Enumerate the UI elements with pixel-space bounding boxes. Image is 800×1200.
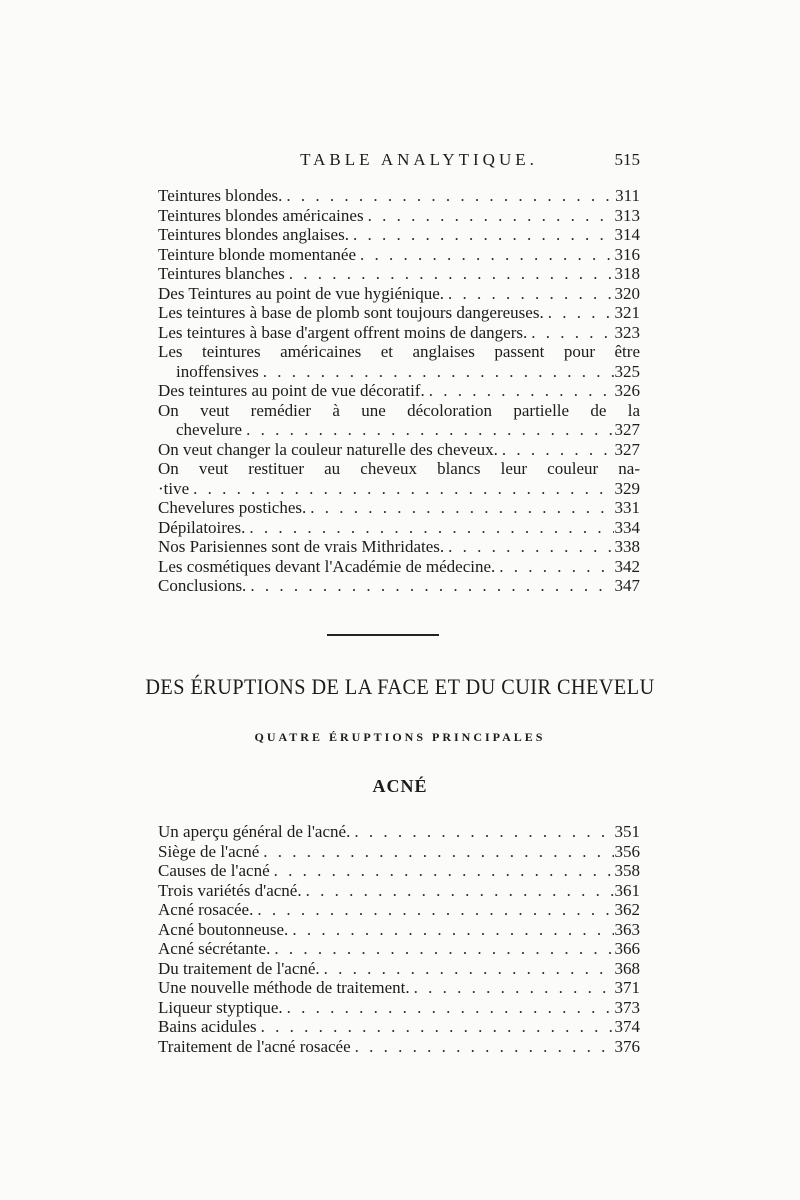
- section-subheading: QUATRE ÉRUPTIONS PRINCIPALES: [254, 730, 546, 744]
- dot-leader: [282, 186, 614, 206]
- toc-entry-label-line: Les teintures américaines et anglaises passent pour être: [158, 342, 640, 361]
- toc-entry-page: 329: [614, 478, 640, 498]
- dot-leader: [246, 576, 614, 596]
- toc-entry-page: 318: [614, 264, 640, 283]
- dot-leader: [257, 1017, 614, 1037]
- toc-entry-page: 321: [614, 303, 640, 322]
- toc-entry-page: 323: [614, 322, 640, 342]
- toc-entry-label: Teintures blanches: [158, 264, 285, 283]
- toc-entry-page: 311: [615, 186, 640, 205]
- dot-leader: [270, 861, 614, 881]
- toc-entry-label: Bains acidules: [158, 1017, 257, 1036]
- toc-entry-page: 334: [614, 517, 640, 537]
- toc-entry: [158, 842, 640, 862]
- toc-entry: [158, 323, 640, 343]
- toc-entry-label: Nos Parisiennes sont de vrais Mithridates.: [158, 537, 445, 556]
- toc-entry: [158, 498, 640, 518]
- toc-entry-label: Teinture blonde momentanée: [158, 244, 357, 264]
- toc-entry-label: Siège de l'acné: [158, 841, 260, 861]
- dot-leader: [259, 362, 614, 382]
- toc-entry-page: 371: [614, 978, 640, 997]
- toc-entry-page: 331: [614, 498, 640, 517]
- toc-entry: [158, 284, 640, 304]
- section-divider: [327, 634, 439, 636]
- toc-entry-label: Un aperçu général de l'acné.: [158, 822, 351, 841]
- toc-entry-page: 342: [614, 556, 640, 576]
- toc-entry-label: Trois variétés d'acné.: [158, 880, 302, 900]
- dot-leader: [364, 206, 614, 226]
- toc-entry-label: Acné rosacée.: [158, 900, 254, 919]
- toc-entry-label: Les cosmétiques devant l'Académie de médecine.: [158, 556, 496, 576]
- toc-entry-page: 320: [614, 283, 640, 303]
- dot-leader: [320, 959, 614, 979]
- toc-entry-label: Les teintures à base de plomb sont toujours dangereuses.: [158, 303, 544, 322]
- dot-leader: [498, 440, 614, 460]
- dot-leader: [350, 822, 614, 842]
- toc-entry: [158, 459, 640, 498]
- toc-entry-label: Acné boutonneuse.: [158, 919, 289, 939]
- toc-entry: [158, 401, 640, 440]
- toc-entry: [158, 1037, 640, 1057]
- toc-entry-label: ·tive: [158, 478, 190, 498]
- toc-entry-label: Chevelures postiches.: [158, 498, 307, 517]
- toc-entry: [158, 939, 640, 959]
- toc-entry-label: On veut changer la couleur naturelle des cheveux.: [158, 439, 498, 459]
- toc-entry: [158, 518, 640, 538]
- toc-entry: [158, 920, 640, 940]
- toc-entry-page: 316: [614, 244, 640, 264]
- dot-leader: [270, 939, 614, 959]
- dot-leader: [189, 479, 614, 499]
- toc-entry-label: Du traitement de l'acné.: [158, 958, 320, 978]
- toc-entry: [158, 440, 640, 460]
- toc-entry: [158, 959, 640, 979]
- toc-entry-page: 373: [614, 997, 640, 1017]
- toc-entry: [158, 861, 640, 881]
- toc-entry: [158, 245, 640, 265]
- toc-entry: [158, 576, 640, 596]
- toc-entry: [158, 900, 640, 920]
- toc-list-dyes: [158, 186, 640, 596]
- toc-entry-page: 362: [614, 900, 640, 919]
- toc-entry-label: Traitement de l'acné rosacée: [158, 1036, 351, 1056]
- toc-entry-label: Liqueur styptique.: [158, 997, 283, 1017]
- toc-entry-page: 313: [614, 205, 640, 225]
- toc-entry-label: Une nouvelle méthode de traitement.: [158, 978, 410, 997]
- toc-entry: [158, 206, 640, 226]
- toc-entry: [158, 537, 640, 557]
- toc-entry: [158, 881, 640, 901]
- dot-leader: [410, 978, 614, 998]
- toc-entry-label: Conclusions.: [158, 576, 247, 595]
- toc-entry: [158, 225, 640, 245]
- toc-entry-page: 368: [614, 958, 640, 978]
- toc-entry: [158, 1017, 640, 1037]
- toc-entry-page: 338: [614, 537, 640, 556]
- toc-entry-label-line: On veut restituer au cheveux blancs leur couleur na-: [158, 459, 640, 478]
- running-head: [158, 150, 640, 174]
- dot-leader: [245, 518, 614, 538]
- toc-entry-page: 358: [614, 861, 640, 880]
- dot-leader: [444, 537, 614, 557]
- dot-leader: [351, 1037, 614, 1057]
- toc-entry: [158, 342, 640, 381]
- toc-entry-page: 374: [614, 1017, 640, 1036]
- dot-leader: [288, 920, 614, 940]
- toc-entry-label: Des Teintures au point de vue hygiénique.: [158, 283, 445, 303]
- chapter-heading: ACNÉ: [372, 776, 428, 796]
- toc-entry-page: 347: [614, 576, 640, 595]
- toc-entry: [158, 822, 640, 842]
- toc-entry: [158, 978, 640, 998]
- dot-leader: [444, 284, 614, 304]
- toc-entry-label: Teintures blondes américaines: [158, 205, 364, 225]
- toc-entry-page: 327: [614, 439, 640, 459]
- toc-entry-page: 314: [614, 225, 640, 244]
- running-title: TABLE ANALYTIQUE.: [300, 150, 538, 169]
- toc-entry-label: chevelure: [176, 420, 243, 439]
- toc-entry-label: Causes de l'acné: [158, 861, 270, 880]
- dot-leader: [259, 842, 614, 862]
- dot-leader: [253, 900, 614, 920]
- dot-leader: [242, 420, 614, 440]
- dot-leader: [356, 245, 614, 265]
- toc-entry-page: 351: [614, 822, 640, 841]
- toc-entry: [158, 998, 640, 1018]
- toc-entry-page: 376: [614, 1036, 640, 1056]
- toc-list-acne: [158, 822, 640, 1056]
- toc-entry-label: Acné sécrétante.: [158, 939, 271, 958]
- toc-entry: [158, 186, 640, 206]
- toc-entry: [158, 557, 640, 577]
- toc-entry-page: 366: [614, 939, 640, 958]
- toc-entry-page: 325: [614, 361, 640, 381]
- dot-leader: [285, 264, 614, 284]
- toc-entry-label-line: On veut remédier à une décoloration partielle de la: [158, 400, 640, 420]
- toc-entry-page: 356: [614, 841, 640, 861]
- toc-entry-page: 326: [614, 381, 640, 400]
- dot-leader: [425, 381, 614, 401]
- dot-leader: [527, 323, 614, 343]
- dot-leader: [495, 557, 614, 577]
- toc-entry-label: Teintures blondes anglaises.: [158, 225, 349, 244]
- toc-entry-label: inoffensives: [176, 361, 259, 381]
- dot-leader: [306, 498, 614, 518]
- toc-entry: [158, 381, 640, 401]
- dot-leader: [544, 303, 614, 323]
- toc-entry-page: 361: [614, 880, 640, 900]
- toc-entry-label: Dépilatoires.: [158, 517, 246, 537]
- page-number: 515: [614, 150, 640, 169]
- toc-entry-page: 363: [614, 919, 640, 939]
- dot-leader: [302, 881, 614, 901]
- section-heading: DES ÉRUPTIONS DE LA FACE ET DU CUIR CHEVELU: [145, 674, 655, 699]
- toc-entry-label: Teintures blondes.: [158, 186, 283, 205]
- toc-entry: [158, 264, 640, 284]
- toc-entry-label: Les teintures à base d'argent offrent moins de dangers.: [158, 322, 528, 342]
- toc-entry-label: Des teintures au point de vue décoratif.: [158, 381, 425, 400]
- dot-leader: [283, 998, 614, 1018]
- dot-leader: [349, 225, 614, 245]
- toc-entry: [158, 303, 640, 323]
- toc-entry-page: 327: [614, 420, 640, 439]
